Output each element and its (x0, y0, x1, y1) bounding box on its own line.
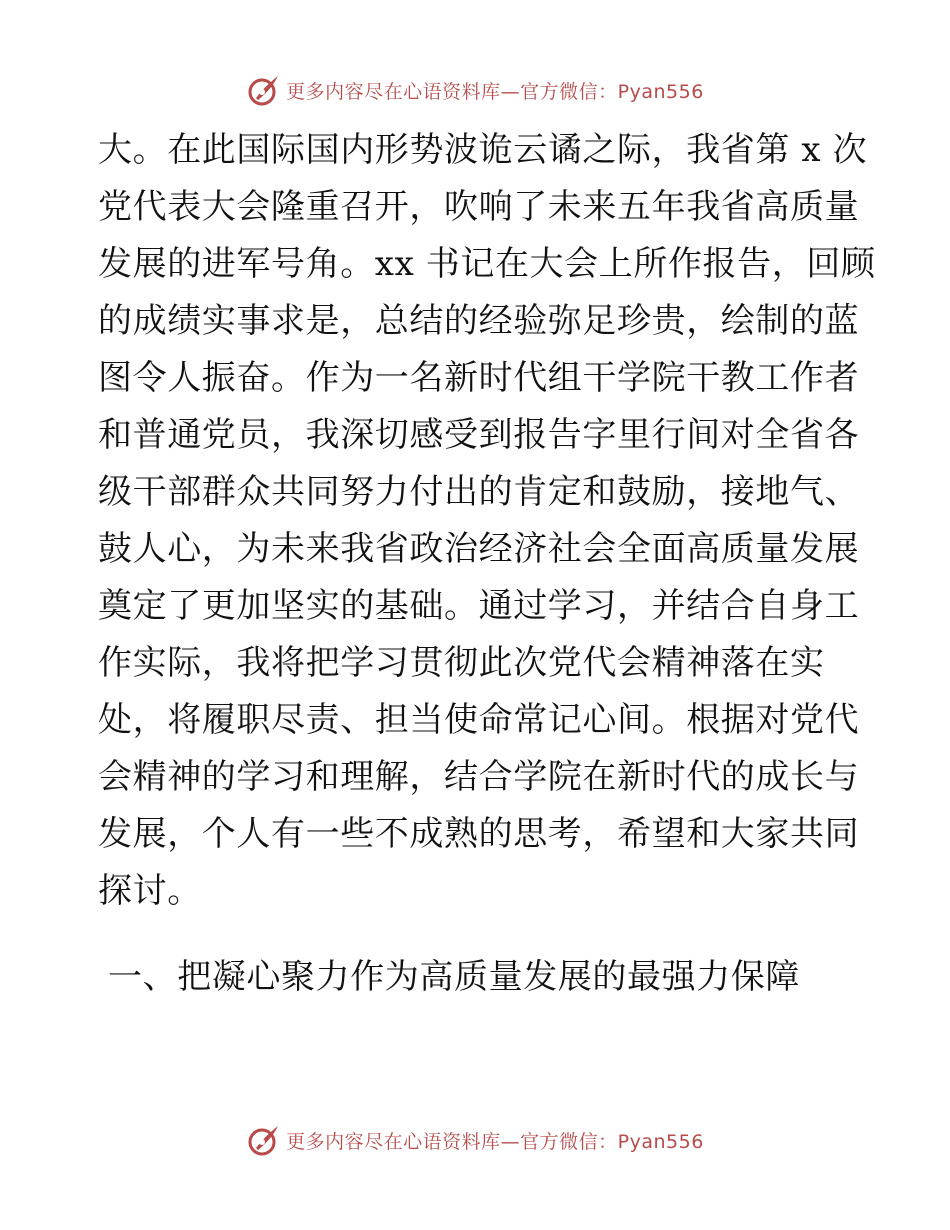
paragraph-line: 和普通党员，我深切感受到报告字里行间对全省各 (98, 415, 860, 455)
paragraph-line: 作实际，我将把学习贯彻此次党代会精神落在实 (98, 643, 825, 683)
watermark-footer (0, 1120, 950, 1160)
paragraph-line: 鼓人心，为未来我省政治经济社会全面高质量发展 (98, 529, 860, 569)
paragraph-line: 的成绩实事求是，总结的经验弥足珍贵，绘制的蓝 (98, 301, 860, 341)
paragraph-line: 大。在此国际国内形势波诡云谲之际，我省第 x 次 (98, 130, 868, 170)
body-paragraph (98, 122, 876, 920)
quill-logo-icon (246, 72, 282, 108)
paragraph-line: 发展的进军号角。xx 书记在大会上所作报告，回顾 (98, 244, 876, 284)
paragraph-line: 级干部群众共同努力付出的肯定和鼓励，接地气、 (98, 472, 860, 512)
paragraph-line: 图令人振奋。作为一名新时代组干学院干教工作者 (98, 358, 860, 398)
watermark-text: 更多内容尽在心语资料库—官方微信：Pyan556 (286, 1130, 704, 1153)
paragraph-line: 处，将履职尽责、担当使命常记心间。根据对党代 (98, 700, 860, 740)
paragraph-line: 发展，个人有一些不成熟的思考，希望和大家共同 (98, 814, 860, 854)
quill-logo-icon (246, 1122, 282, 1158)
watermark-text: 更多内容尽在心语资料库—官方微信：Pyan556 (286, 80, 704, 103)
paragraph-line: 会精神的学习和理解，结合学院在新时代的成长与 (98, 757, 860, 797)
watermark-header (0, 70, 950, 110)
paragraph-line: 探讨。 (98, 871, 202, 911)
section-heading: 一、把凝心聚力作为高质量发展的最强力保障 (108, 957, 800, 997)
paragraph-line: 党代表大会隆重召开，吹响了未来五年我省高质量 (98, 187, 860, 227)
paragraph-line: 奠定了更加坚实的基础。通过学习，并结合自身工 (98, 586, 860, 626)
